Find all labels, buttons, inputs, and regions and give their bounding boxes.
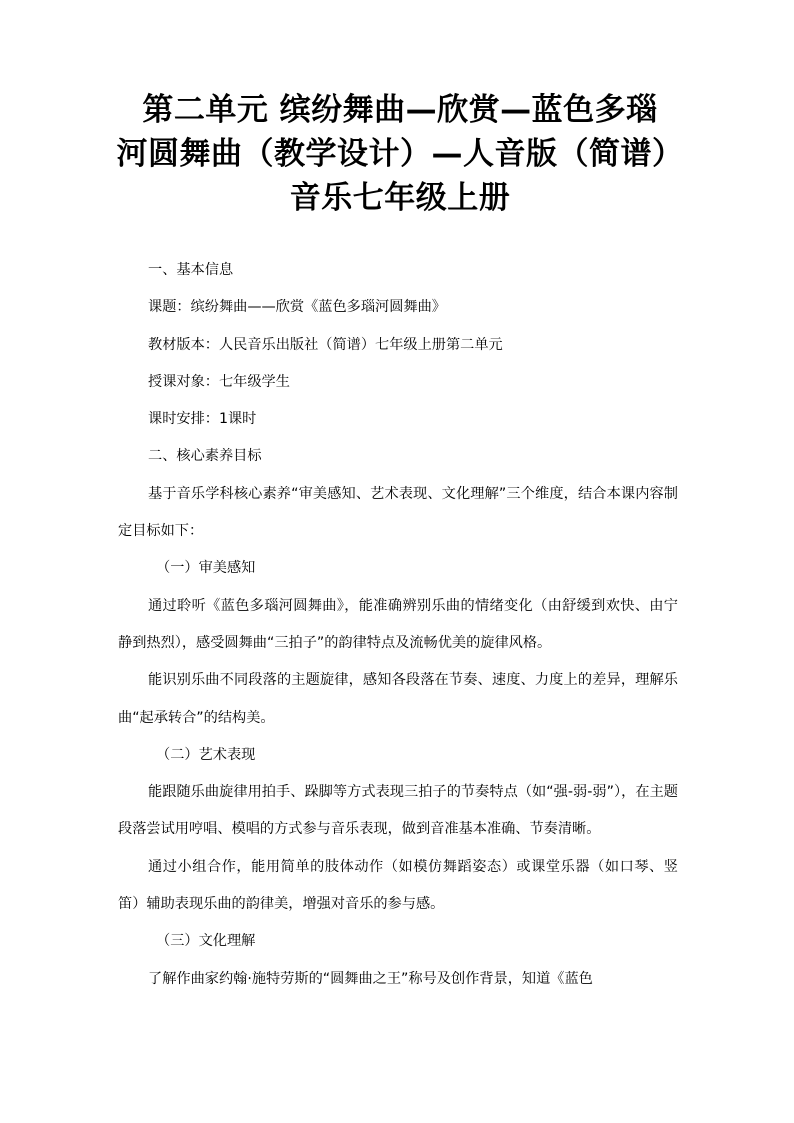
document-body xyxy=(118,252,678,998)
expression-paragraph-2: 通过小组合作，能用简单的肢体动作（如模仿舞蹈姿态）或课堂乐器（如口琴、竖笛）辅助表现乐曲的韵律美，增强对音乐的参与感。 xyxy=(118,858,678,913)
subheading-artistic-expression: （二）艺术表现 xyxy=(156,746,256,763)
document-title xyxy=(100,88,700,220)
title-line-2: 河圆舞曲（教学设计）—人音版（简谱） xyxy=(116,136,684,172)
expression-paragraph-1: 能跟随乐曲旋律用拍手、跺脚等方式表现三拍子的节奏特点（如“强-弱-弱”），在主题段落尝试用哼唱、模唱的方式参与音乐表现，做到音准基本准确、节奏清晰。 xyxy=(118,784,678,838)
lesson-topic: 课题：缤纷舞曲——欣赏《蓝色多瑙河圆舞曲》 xyxy=(148,299,446,316)
goals-intro-paragraph: 基于音乐学科核心素养“审美感知、艺术表现、文化理解”三个维度，结合本课内容制定目标如下： xyxy=(118,485,678,540)
title-line-1: 第二单元 缤纷舞曲—欣赏—蓝色多瑙 xyxy=(142,92,658,128)
section-heading-basic-info: 一、基本信息 xyxy=(148,262,234,278)
textbook-edition: 教材版本：人民音乐出版社（简谱）七年级上册第二单元 xyxy=(148,336,503,353)
aesthetic-paragraph-1: 通过聆听《蓝色多瑙河圆舞曲》，能准确辨别乐曲的情绪变化（由舒缓到欢快、由宁静到热烈），感受圆舞曲“三拍子”的韵律特点及流畅优美的旋律风格。 xyxy=(118,597,678,651)
subheading-cultural-understanding: （三）文化理解 xyxy=(156,933,256,950)
subheading-aesthetic-perception: （一）审美感知 xyxy=(156,560,256,577)
aesthetic-paragraph-2: 能识别乐曲不同段落的主题旋律，感知各段落在节奏、速度、力度上的差异，理解乐曲“起承转合”的结构美。 xyxy=(118,672,678,726)
section-heading-core-goals: 二、核心素养目标 xyxy=(148,448,262,465)
class-schedule: 课时安排：1课时 xyxy=(148,411,257,428)
teaching-audience: 授课对象：七年级学生 xyxy=(148,373,290,390)
culture-paragraph-1: 了解作曲家约翰·施特劳斯的“圆舞曲之王”称号及创作背景，知道《蓝色 xyxy=(148,970,593,987)
title-line-3: 音乐七年级上册 xyxy=(289,180,511,216)
